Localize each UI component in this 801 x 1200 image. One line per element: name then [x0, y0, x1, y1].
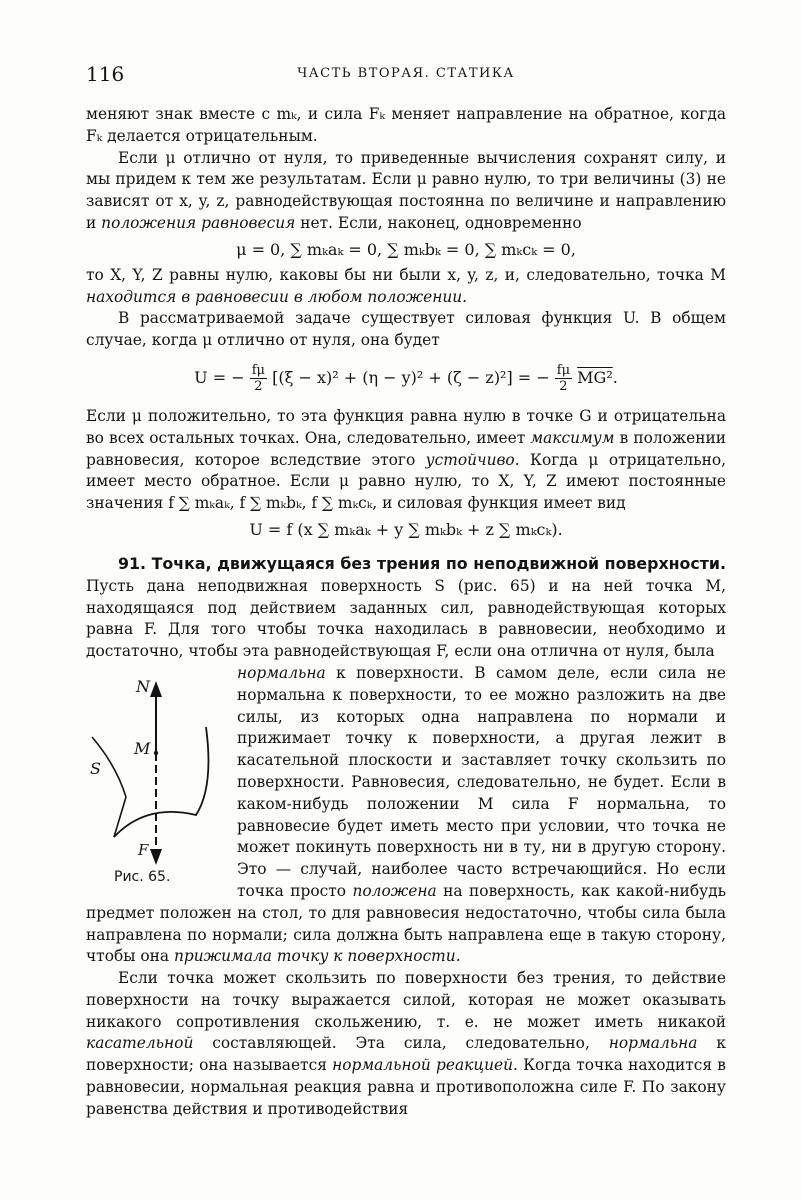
label-f: F	[138, 840, 149, 859]
paragraph-5: Если μ положительно, то эта функция равна нулю в точке G и отрицательна во всех остальных точках. Она, следовательно, имеет максимум в положении равновесия, которое вследствие этого устойчиво. Когда μ отрицательно, имеет место обратное. Если μ равно нулю, то X, Y, Z имеют постоянные значения f ∑ mₖaₖ, f ∑ mₖbₖ, f ∑ mₖcₖ, и силовая функция имеет вид	[86, 406, 726, 513]
equation-3: U = f (x ∑ mₖaₖ + y ∑ mₖbₖ + z ∑ mₖcₖ).	[249, 519, 563, 539]
force-arrowhead	[150, 849, 162, 865]
figure-65	[86, 665, 231, 893]
section-91: 91. Точка, движущаяся без трения по неподвижной поверхности. Пусть дана неподвижная поверхность S (рис. 65) и на ней точка M, находящаяся под действием заданных сил, равнодействующая которых равна F. Для того чтобы точка находилась в равновесии, необходимо и достаточно, чтобы эта равнодействующая F, если она отлична от нуля, была	[86, 553, 726, 661]
equation-2: U = − $\frac{f\mu}{2}$ [(ξ − x)² + (η − y)² + (ζ − z)²] = − $\frac{f\mu}{2}$ MG².	[194, 362, 618, 394]
fraction-f-mu-2-b: $\frac{f\mu}{2}$	[556, 362, 571, 394]
paragraph-3: то X, Y, Z равны нулю, каковы бы ни были x, y, z, и, следовательно, точка M находится в равновесии в любом положении.	[86, 265, 726, 306]
section-title: 91. Точка, движущаяся без трения по неподвижной поверхности.	[118, 553, 726, 573]
surface-curve-right	[114, 727, 208, 837]
paragraph-4: В рассматриваемой задаче существует силовая функция U. В общем случае, когда μ отлично от нуля, она будет	[86, 309, 726, 350]
figure-caption: Рис. 65.	[114, 868, 171, 885]
equation-1: μ = 0, ∑ mₖaₖ = 0, ∑ mₖbₖ = 0, ∑ mₖcₖ = 0,	[236, 239, 576, 259]
running-title: ЧАСТЬ ВТОРАЯ. СТАТИКА	[297, 66, 515, 81]
label-m: M	[134, 738, 151, 758]
page-number: 116	[86, 62, 125, 86]
page-header	[86, 62, 726, 86]
normal-arrowhead	[150, 681, 162, 697]
paragraph-2: Если μ отлично от нуля, то приведенные вычисления сохранят силу, и мы придем к тем же результатам. Если μ равно нулю, то три величины (3) не зависят от x, y, z, равнодействующая постоянна по величине и направлению и положения равновесия нет. Если, наконец, одновременно	[86, 148, 726, 232]
paragraph-reaction: Если точка может скользить по поверхности без трения, то действие поверхности на точку выражается силой, которая не может оказывать никакого сопротивления скольжению, т. е. не может иметь никакой касательной составляющей. Эта сила, следовательно, нормальна к поверхности; она называется нормальной реакцией. Когда точка находится в равновесии, нормальная реакция равна и противоположна силе F. По закону равенства действия и противодействия	[86, 969, 726, 1118]
section-91-body: нормальна к поверхности. В самом деле, если сила не нормальна к поверхности, то ее можно разложить на две силы, из которых одна направлена по нормали и прижимает точку к поверхности, а другая лежит в касательной плоскости и заставляет точку скользить по поверхности. Равновесия, следовательно, не будет. Если в каком-нибудь положении M сила F нормальна, то равновесие будет иметь место при условии, что точка не может покинуть поверхность ни в ту, ни в другую сторону. Это — случай, наиболее часто встречающийся. Но если точка просто положена на поверхность, как какой-нибудь предмет положен на стол, то для равновесия недостаточно, чтобы сила была направлена по нормали; сила должна быть направлена еще в такую сторону, чтобы она прижимала точку к поверхности.	[86, 663, 726, 966]
paragraph-1: меняют знак вместе с mₖ, и сила Fₖ меняет направление на обратное, когда Fₖ делается отрицательным.	[86, 105, 726, 145]
label-n: N	[136, 676, 150, 696]
surface-diagram	[86, 665, 231, 893]
label-s: S	[90, 758, 101, 778]
point-m	[154, 751, 158, 755]
page-body	[86, 104, 726, 1121]
fraction-f-mu-2: $\frac{f\mu}{2}$	[251, 362, 265, 394]
